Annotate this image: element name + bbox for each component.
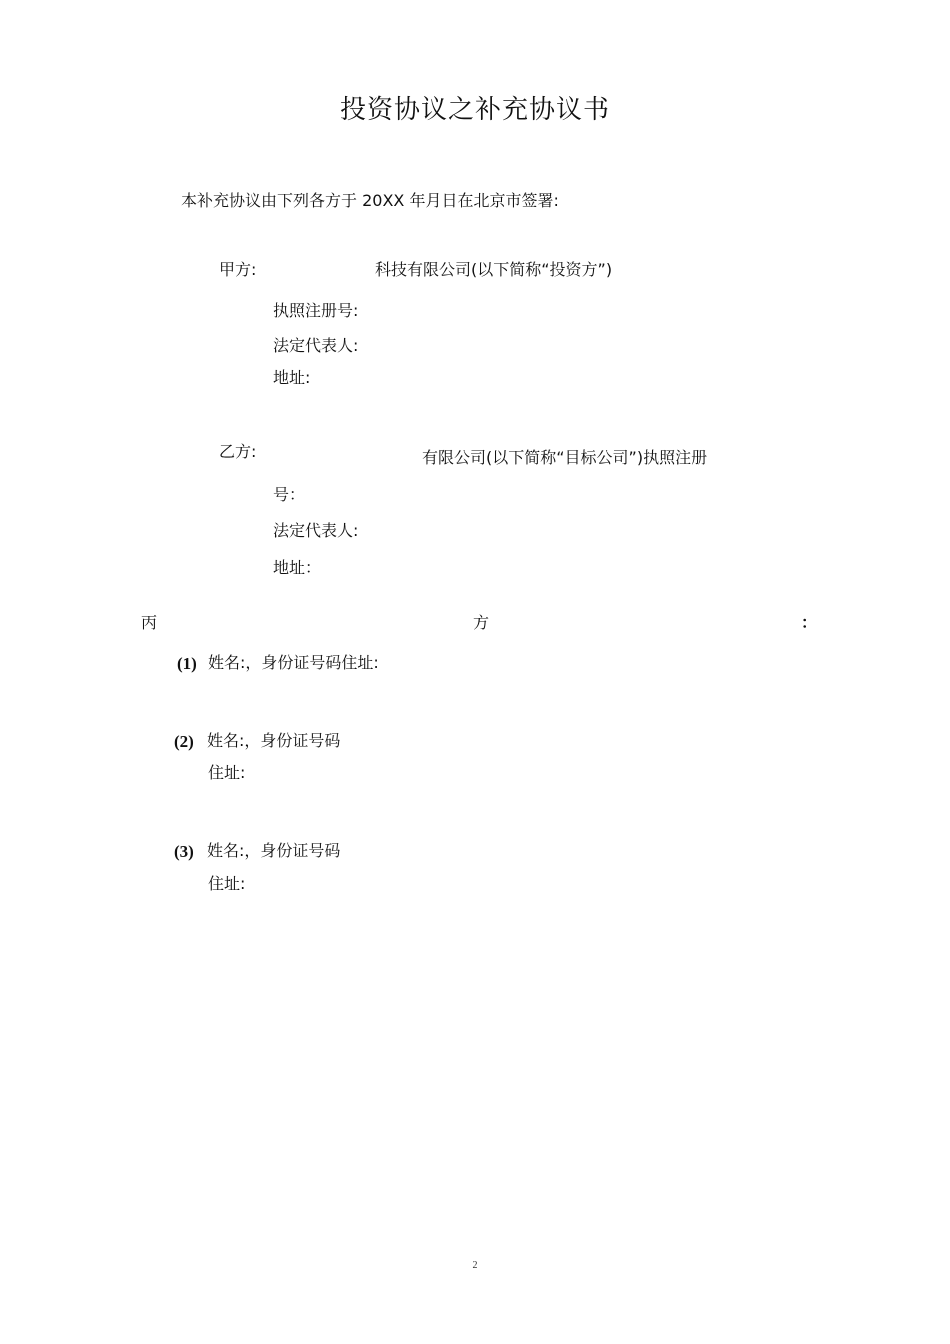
person-number: (1): [177, 654, 197, 673]
party-a-rep: 法定代表人:: [273, 336, 359, 355]
party-b-rep: 法定代表人:: [273, 521, 359, 540]
person-address: 住址:: [208, 763, 246, 782]
page-number: 2: [472, 1260, 478, 1271]
document-title: 投资协议之补充协议书: [339, 95, 610, 125]
party-c-label-colon: ：: [801, 613, 818, 632]
person-number: (3): [174, 842, 194, 861]
person-number: (2): [174, 732, 194, 751]
party-a-license: 执照注册号:: [273, 301, 359, 320]
party-a-address: 地址:: [273, 368, 311, 387]
party-c-label-mid: 方: [473, 613, 490, 632]
party-b-name: 有限公司(以下简称“目标公司”)执照注册: [422, 448, 708, 467]
party-c-label-left: 丙: [141, 613, 158, 632]
person-name-id: 姓名:，身份证号码: [207, 731, 341, 750]
party-a-name: 科技有限公司(以下简称“投资方”): [375, 260, 613, 279]
person-address: 住址:: [208, 874, 246, 893]
person-name-id: 姓名:，身份证号码: [207, 841, 341, 860]
person-name-id-address: 姓名:，身份证号码住址:: [208, 653, 379, 672]
party-b-license: 号：: [273, 485, 306, 504]
party-b-address: 地址：: [273, 558, 322, 577]
party-b-label: 乙方:: [219, 442, 257, 461]
party-a-label: 甲方:: [219, 260, 257, 279]
intro-paragraph: 本补充协议由下列各方于 20XX 年月日在北京市签署:: [181, 191, 559, 210]
